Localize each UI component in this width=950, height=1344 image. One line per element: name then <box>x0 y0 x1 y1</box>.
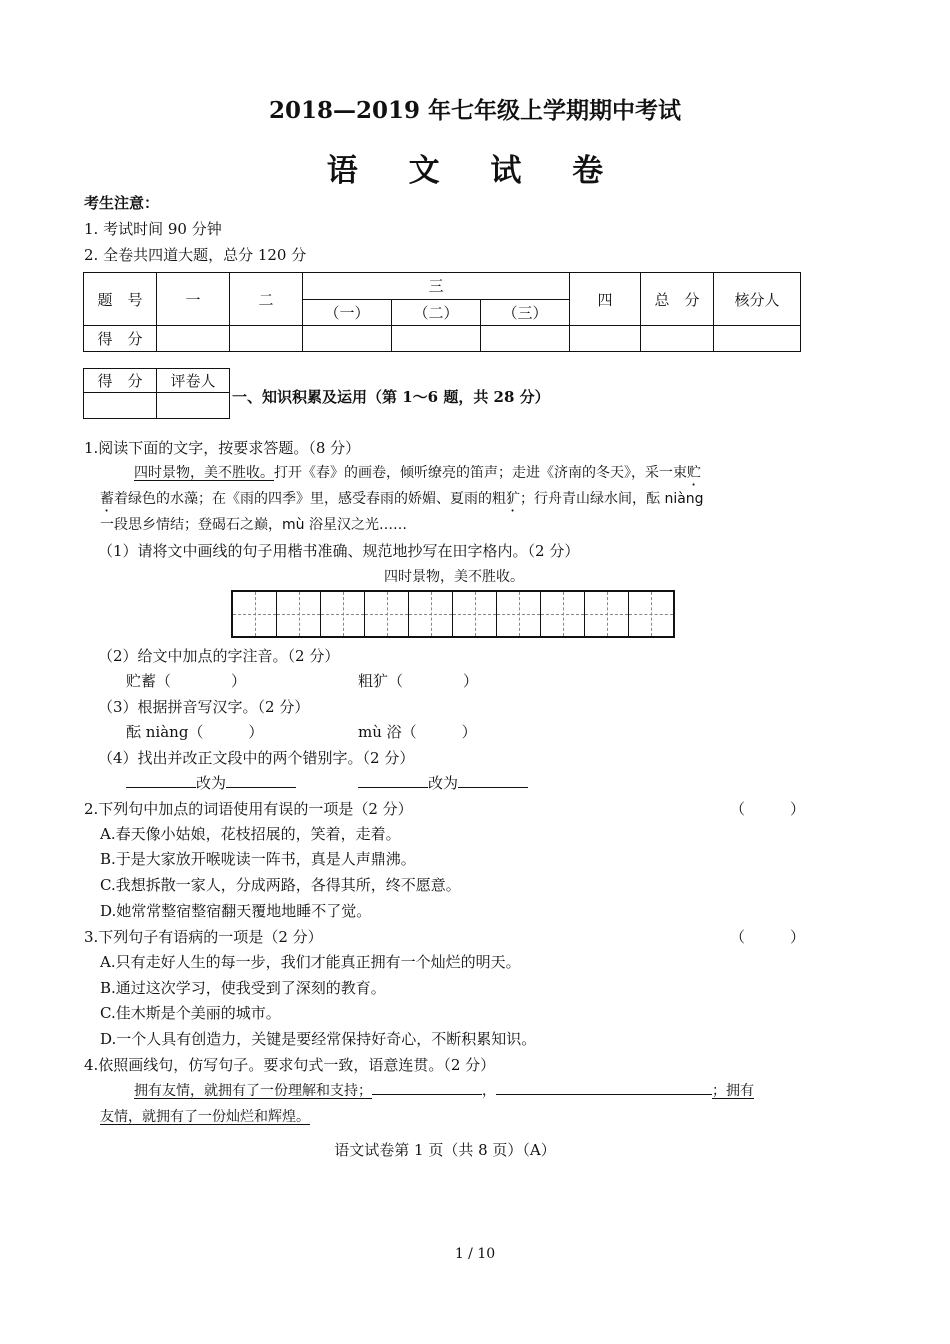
notice-item-2: 2. 全卷共四道大题，总分 120 分 <box>84 246 307 264</box>
q1-sub-4: （4）找出并改正文段中的两个错别字。（2 分） <box>98 749 415 767</box>
grid-cell[interactable] <box>497 592 541 636</box>
q3-option-a: A.只有走好人生的每一步，我们才能真正拥有一个灿烂的明天。 <box>100 953 521 971</box>
q1-passage-text: 着绿色的水藻；在《雨的四季》里，感受春雨的娇媚、夏雨的粗 <box>114 491 506 507</box>
q3-option-d: D.一个人具有创造力，关键是要经常保持好奇心，不断积累知识。 <box>100 1030 537 1048</box>
tian-zi-grid[interactable] <box>231 590 675 638</box>
q4-stem: 4.依照画线句，仿写句子。要求句式一致，语意连贯。（2 分） <box>84 1056 496 1074</box>
score-cell[interactable] <box>641 326 714 352</box>
q4-line-end: ；拥有 <box>712 1083 754 1099</box>
q1-dotted-char: 蓄 <box>100 491 114 507</box>
q4-blank-2[interactable] <box>496 1080 712 1095</box>
q1-sub-3-blank-a[interactable]: 酝 niàng（ ） <box>126 723 264 741</box>
score-col-4: 四 <box>570 273 641 326</box>
grid-cell[interactable] <box>321 592 365 636</box>
q1-sub-4-answer-line-2[interactable] <box>358 772 528 793</box>
exam-subtitle: 语 文 试 卷 <box>326 153 624 189</box>
q1-copy-sentence: 四时景物，美不胜收。 <box>384 569 524 585</box>
score-col-2: 二 <box>230 273 303 326</box>
q4-underlined-continuation: 友情，就拥有了一份灿烂和辉煌。 <box>100 1109 310 1125</box>
q1-sub-3: （3）根据拼音写汉字。（2 分） <box>98 698 310 716</box>
pager: 1 / 10 <box>454 1246 496 1262</box>
section-1-title: 一、知识积累及运用（第 1～6 题，共 28 分） <box>232 388 550 406</box>
score-cell[interactable] <box>230 326 303 352</box>
grid-cell[interactable] <box>453 592 497 636</box>
grader-name-label: 评卷人 <box>157 369 230 393</box>
score-cell[interactable] <box>157 326 230 352</box>
q1-dotted-char: 贮 <box>687 465 701 481</box>
q1-sub-2-blank-b[interactable]: 粗犷（ ） <box>358 672 479 690</box>
score-cell[interactable] <box>570 326 641 352</box>
score-col-total: 总 分 <box>641 273 714 326</box>
q4-underlined-sentence: 拥有友情，就拥有了一份理解和支持； <box>134 1083 372 1099</box>
q1-stem: 1.阅读下面的文字，按要求答题。（8 分） <box>84 439 361 457</box>
q2-option-a: A.春天像小姑娘，花枝招展的，笑着，走着。 <box>100 825 401 843</box>
q1-sub-3-blank-b[interactable]: mù 浴（ ） <box>358 723 477 741</box>
q3-stem: 3.下列句子有语病的一项是（2 分） <box>84 928 323 946</box>
score-col-3: 三 <box>303 273 570 300</box>
change-to-label: 改为 <box>196 774 227 792</box>
q3-option-b: B.通过这次学习，使我受到了深刻的教育。 <box>100 979 386 997</box>
q1-passage-line-2 <box>100 488 704 515</box>
answer-blank[interactable] <box>358 773 428 788</box>
change-to-label: 改为 <box>428 774 459 792</box>
score-row-label-points: 得 分 <box>84 326 157 352</box>
q1-sub-2: （2）给文中加点的字注音。（2 分） <box>98 647 340 665</box>
grid-cell[interactable] <box>629 592 673 636</box>
notice-heading: 考生注意： <box>84 194 160 212</box>
q3-option-c: C.佳木斯是个美丽的城市。 <box>100 1004 281 1022</box>
q2-option-b: B.于是大家放开喉咙读一阵书，真是人声鼎沸。 <box>100 850 416 868</box>
score-col-checker: 核分人 <box>714 273 801 326</box>
grid-cell[interactable] <box>585 592 629 636</box>
answer-blank[interactable] <box>458 773 528 788</box>
grid-cell[interactable] <box>277 592 321 636</box>
score-col-3-sub-3: （三） <box>481 299 570 326</box>
q1-dotted-char: 犷 <box>506 491 520 507</box>
q4-comma: ， <box>482 1083 496 1099</box>
q1-underlined-sentence: 四时景物，美不胜收。 <box>134 465 274 481</box>
grid-cell[interactable] <box>541 592 585 636</box>
grid-cell[interactable] <box>233 592 277 636</box>
q2-option-c: C.我想拆散一家人，分成两路，各得其所，终不愿意。 <box>100 876 461 894</box>
answer-blank[interactable] <box>126 773 196 788</box>
grader-score-label: 得 分 <box>84 369 157 393</box>
q2-option-d: D.她常常整宿整宿翻天覆地地睡不了觉。 <box>100 902 372 920</box>
q1-sub-4-answer-line-1[interactable] <box>126 772 296 793</box>
q1-sub-2-blank-a[interactable]: 贮蓄（ ） <box>126 672 247 690</box>
q2-stem: 2.下列句中加点的词语使用有误的一项是（2 分） <box>84 800 413 818</box>
grader-table <box>83 368 230 419</box>
score-cell[interactable] <box>714 326 801 352</box>
grid-cell[interactable] <box>409 592 453 636</box>
notice-item-1: 1. 考试时间 90 分钟 <box>84 220 222 238</box>
q4-blank-1[interactable] <box>372 1080 482 1095</box>
q1-passage-text: ；行舟青山绿水间，酝 niàng <box>520 491 704 507</box>
exam-title: 2018—2019 年七年级上学期期中考试 <box>268 97 682 124</box>
q1-passage-line-3: 一段思乡情结；登碣石之巅，mù 浴星汉之光…… <box>100 517 407 533</box>
q1-sub-1: （1）请将文中画线的句子用楷书准确、规范地抄写在田字格内。（2 分） <box>98 542 580 560</box>
score-row-label-question: 题 号 <box>84 273 157 326</box>
q4-line-2 <box>100 1106 310 1126</box>
score-table <box>83 272 801 352</box>
score-cell[interactable] <box>481 326 570 352</box>
score-cell[interactable] <box>303 326 392 352</box>
score-col-3-sub-2: （二） <box>392 299 481 326</box>
q4-line-1 <box>134 1080 754 1100</box>
q1-passage-text: 打开《春》的画卷，倾听缭亮的笛声；走进《济南的冬天》，采一束 <box>274 465 687 481</box>
q3-answer-paren[interactable]: （ ） <box>730 928 806 946</box>
q1-passage-line-1 <box>134 462 701 489</box>
score-cell[interactable] <box>392 326 481 352</box>
score-col-1: 一 <box>157 273 230 326</box>
q2-answer-paren[interactable]: （ ） <box>730 800 806 818</box>
grader-score-cell[interactable] <box>84 393 157 419</box>
grid-cell[interactable] <box>365 592 409 636</box>
score-col-3-sub-1: （一） <box>303 299 392 326</box>
page-footer: 语文试卷第 1 页（共 8 页）（A） <box>334 1141 556 1159</box>
answer-blank[interactable] <box>226 773 296 788</box>
grader-name-cell[interactable] <box>157 393 230 419</box>
